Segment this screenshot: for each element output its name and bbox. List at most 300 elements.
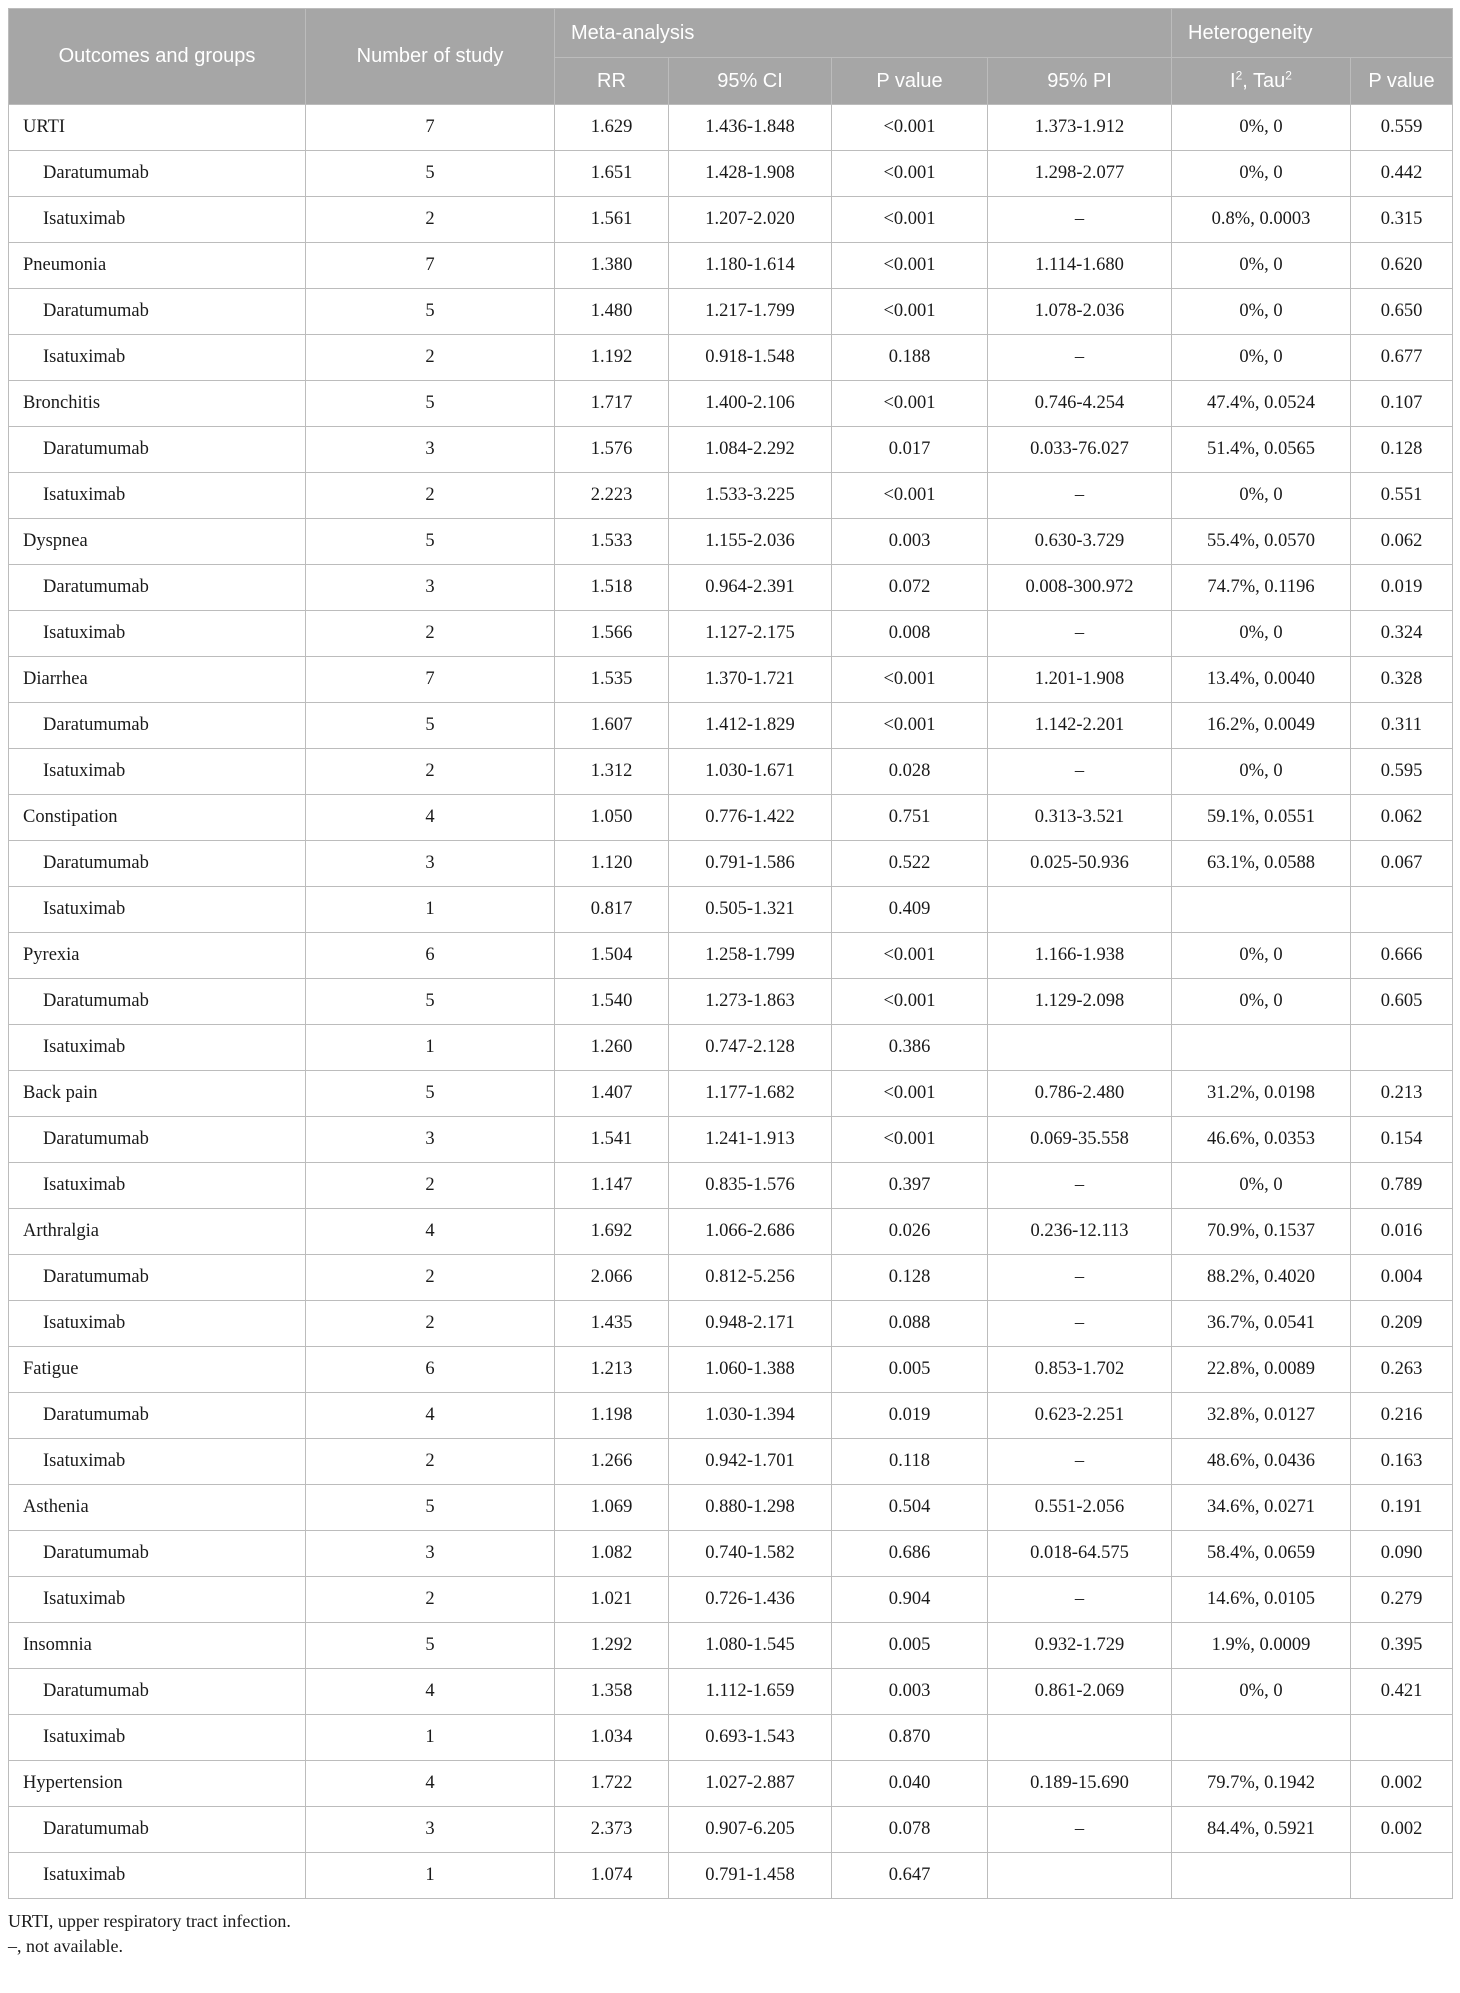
outcome-cell: Insomnia — [9, 1623, 306, 1669]
outcome-row — [9, 1485, 1453, 1531]
ci-cell: 1.533-3.225 — [669, 473, 832, 519]
rr-cell: 1.213 — [555, 1347, 669, 1393]
ci-cell: 0.880-1.298 — [669, 1485, 832, 1531]
i2-tau2-cell: 34.6%, 0.0271 — [1172, 1485, 1351, 1531]
i2-tau2-cell: 84.4%, 0.5921 — [1172, 1807, 1351, 1853]
outcome-row — [9, 1623, 1453, 1669]
pi-cell: – — [988, 1807, 1172, 1853]
p-value-cell: 0.040 — [832, 1761, 988, 1807]
outcome-cell: Pneumonia — [9, 243, 306, 289]
pi-cell: – — [988, 611, 1172, 657]
pi-cell: – — [988, 197, 1172, 243]
table-body — [9, 105, 1453, 1899]
het-p-value-cell: 0.216 — [1351, 1393, 1453, 1439]
het-p-value-cell: 0.421 — [1351, 1669, 1453, 1715]
results-table — [8, 8, 1453, 1899]
pi-cell: 1.142-2.201 — [988, 703, 1172, 749]
rr-cell: 1.629 — [555, 105, 669, 151]
ci-cell: 1.155-2.036 — [669, 519, 832, 565]
outcome-cell: Daratumumab — [9, 565, 306, 611]
pi-cell: 0.189-15.690 — [988, 1761, 1172, 1807]
i2-tau2-cell: 0%, 0 — [1172, 151, 1351, 197]
het-p-value-cell: 0.279 — [1351, 1577, 1453, 1623]
subgroup-row — [9, 151, 1453, 197]
rr-cell: 2.373 — [555, 1807, 669, 1853]
rr-cell: 1.034 — [555, 1715, 669, 1761]
i2-tau2-cell: 16.2%, 0.0049 — [1172, 703, 1351, 749]
number-of-study-cell: 6 — [306, 933, 555, 979]
pi-cell: – — [988, 1163, 1172, 1209]
i2-tau2-cell: 0%, 0 — [1172, 289, 1351, 335]
p-value-cell: <0.001 — [832, 151, 988, 197]
p-value-cell: 0.088 — [832, 1301, 988, 1347]
subgroup-row — [9, 1577, 1453, 1623]
outcome-cell: Isatuximab — [9, 887, 306, 933]
rr-cell: 1.722 — [555, 1761, 669, 1807]
p-value-cell: 0.188 — [832, 335, 988, 381]
pi-cell: 1.078-2.036 — [988, 289, 1172, 335]
outcome-row — [9, 795, 1453, 841]
het-p-value-cell: 0.311 — [1351, 703, 1453, 749]
ci-cell: 1.273-1.863 — [669, 979, 832, 1025]
p-value-cell: <0.001 — [832, 473, 988, 519]
outcome-row — [9, 381, 1453, 427]
het-p-value-cell: 0.620 — [1351, 243, 1453, 289]
number-of-study-cell: 5 — [306, 979, 555, 1025]
header-outcomes: Outcomes and groups — [9, 9, 306, 105]
i2-tau2-cell — [1172, 887, 1351, 933]
i2-tau2-cell: 13.4%, 0.0040 — [1172, 657, 1351, 703]
pi-cell: 0.623-2.251 — [988, 1393, 1172, 1439]
rr-cell: 1.566 — [555, 611, 669, 657]
i2-tau2-cell: 32.8%, 0.0127 — [1172, 1393, 1351, 1439]
het-p-value-cell — [1351, 1853, 1453, 1899]
number-of-study-cell: 5 — [306, 519, 555, 565]
header-heterogeneity: Heterogeneity — [1172, 9, 1453, 58]
pi-cell — [988, 1715, 1172, 1761]
outcome-cell: Bronchitis — [9, 381, 306, 427]
rr-cell: 1.717 — [555, 381, 669, 427]
het-p-value-cell: 0.163 — [1351, 1439, 1453, 1485]
header-rr: RR — [555, 58, 669, 105]
number-of-study-cell: 4 — [306, 1209, 555, 1255]
ci-cell: 1.428-1.908 — [669, 151, 832, 197]
subgroup-row — [9, 979, 1453, 1025]
i2-tau2-cell: 79.7%, 0.1942 — [1172, 1761, 1351, 1807]
rr-cell: 1.435 — [555, 1301, 669, 1347]
p-value-cell: <0.001 — [832, 979, 988, 1025]
pi-cell — [988, 887, 1172, 933]
p-value-cell: <0.001 — [832, 243, 988, 289]
het-p-value-cell: 0.666 — [1351, 933, 1453, 979]
i2-tau2-cell — [1172, 1715, 1351, 1761]
i2-tau2-cell: 51.4%, 0.0565 — [1172, 427, 1351, 473]
pi-cell: 1.114-1.680 — [988, 243, 1172, 289]
p-value-cell: 0.028 — [832, 749, 988, 795]
p-value-cell: 0.072 — [832, 565, 988, 611]
ci-cell: 1.060-1.388 — [669, 1347, 832, 1393]
pi-cell: – — [988, 1577, 1172, 1623]
outcome-cell: Daratumumab — [9, 151, 306, 197]
p-value-cell: 0.005 — [832, 1347, 988, 1393]
ci-cell: 0.505-1.321 — [669, 887, 832, 933]
footnote: –, not available. — [8, 1936, 123, 1956]
pi-cell: 0.786-2.480 — [988, 1071, 1172, 1117]
het-p-value-cell: 0.650 — [1351, 289, 1453, 335]
i2-tau2-cell: 63.1%, 0.0588 — [1172, 841, 1351, 887]
number-of-study-cell: 4 — [306, 1761, 555, 1807]
i2-tau2-cell: 0%, 0 — [1172, 749, 1351, 795]
i2-tau2-cell: 88.2%, 0.4020 — [1172, 1255, 1351, 1301]
ci-cell: 0.791-1.458 — [669, 1853, 832, 1899]
number-of-study-cell: 2 — [306, 473, 555, 519]
number-of-study-cell: 5 — [306, 1623, 555, 1669]
het-p-value-cell — [1351, 1025, 1453, 1071]
rr-cell: 1.082 — [555, 1531, 669, 1577]
p-value-cell: 0.647 — [832, 1853, 988, 1899]
p-value-cell: 0.003 — [832, 519, 988, 565]
rr-cell: 1.266 — [555, 1439, 669, 1485]
number-of-study-cell: 4 — [306, 795, 555, 841]
rr-cell: 1.541 — [555, 1117, 669, 1163]
het-p-value-cell: 0.328 — [1351, 657, 1453, 703]
p-value-cell: 0.504 — [832, 1485, 988, 1531]
het-p-value-cell: 0.019 — [1351, 565, 1453, 611]
subgroup-row — [9, 565, 1453, 611]
number-of-study-cell: 4 — [306, 1669, 555, 1715]
pi-cell: – — [988, 1301, 1172, 1347]
p-value-cell: 0.522 — [832, 841, 988, 887]
number-of-study-cell: 5 — [306, 289, 555, 335]
subgroup-row — [9, 473, 1453, 519]
outcome-cell: Isatuximab — [9, 611, 306, 657]
p-value-cell: 0.019 — [832, 1393, 988, 1439]
ci-cell: 0.791-1.586 — [669, 841, 832, 887]
ci-cell: 1.258-1.799 — [669, 933, 832, 979]
outcome-cell: Daratumumab — [9, 289, 306, 335]
p-value-cell: <0.001 — [832, 703, 988, 749]
pi-cell: 0.033-76.027 — [988, 427, 1172, 473]
i2-tau2-cell: 22.8%, 0.0089 — [1172, 1347, 1351, 1393]
number-of-study-cell: 2 — [306, 1255, 555, 1301]
ci-cell: 1.030-1.394 — [669, 1393, 832, 1439]
outcome-cell: Daratumumab — [9, 703, 306, 749]
pi-cell: 0.630-3.729 — [988, 519, 1172, 565]
rr-cell: 1.561 — [555, 197, 669, 243]
pi-cell: – — [988, 1439, 1172, 1485]
rr-cell: 1.312 — [555, 749, 669, 795]
outcome-row — [9, 519, 1453, 565]
pi-cell — [988, 1853, 1172, 1899]
outcome-cell: Hypertension — [9, 1761, 306, 1807]
het-p-value-cell: 0.209 — [1351, 1301, 1453, 1347]
number-of-study-cell: 1 — [306, 887, 555, 933]
het-p-value-cell: 0.789 — [1351, 1163, 1453, 1209]
p-value-cell: 0.409 — [832, 887, 988, 933]
p-value-cell: 0.078 — [832, 1807, 988, 1853]
p-value-cell: 0.128 — [832, 1255, 988, 1301]
p-value-cell: 0.005 — [832, 1623, 988, 1669]
i2-tau2-cell: 59.1%, 0.0551 — [1172, 795, 1351, 841]
pi-cell: 0.313-3.521 — [988, 795, 1172, 841]
outcome-cell: Daratumumab — [9, 1117, 306, 1163]
number-of-study-cell: 3 — [306, 1117, 555, 1163]
ci-cell: 1.080-1.545 — [669, 1623, 832, 1669]
outcome-cell: Daratumumab — [9, 427, 306, 473]
i2-tau2-cell: 0%, 0 — [1172, 611, 1351, 657]
footnote: URTI, upper respiratory tract infection. — [8, 1911, 291, 1931]
het-p-value-cell: 0.605 — [1351, 979, 1453, 1025]
ci-cell: 1.217-1.799 — [669, 289, 832, 335]
outcome-cell: Isatuximab — [9, 1025, 306, 1071]
pi-cell: 0.018-64.575 — [988, 1531, 1172, 1577]
rr-cell: 1.358 — [555, 1669, 669, 1715]
subgroup-row — [9, 703, 1453, 749]
i2-tau2-cell: 48.6%, 0.0436 — [1172, 1439, 1351, 1485]
number-of-study-cell: 7 — [306, 657, 555, 703]
number-of-study-cell: 5 — [306, 381, 555, 427]
het-p-value-cell: 0.067 — [1351, 841, 1453, 887]
i2-tau2-cell: 0%, 0 — [1172, 979, 1351, 1025]
number-of-study-cell: 5 — [306, 151, 555, 197]
het-p-value-cell: 0.559 — [1351, 105, 1453, 151]
p-value-cell: <0.001 — [832, 657, 988, 703]
ci-cell: 1.436-1.848 — [669, 105, 832, 151]
ci-cell: 1.084-2.292 — [669, 427, 832, 473]
i2-tau2-cell: 0%, 0 — [1172, 1669, 1351, 1715]
number-of-study-cell: 2 — [306, 1577, 555, 1623]
rr-cell: 1.533 — [555, 519, 669, 565]
number-of-study-cell: 3 — [306, 1531, 555, 1577]
number-of-study-cell: 1 — [306, 1025, 555, 1071]
ci-cell: 0.907-6.205 — [669, 1807, 832, 1853]
p-value-cell: <0.001 — [832, 105, 988, 151]
p-value-cell: 0.008 — [832, 611, 988, 657]
rr-cell: 2.223 — [555, 473, 669, 519]
outcome-cell: Daratumumab — [9, 979, 306, 1025]
outcome-cell: Isatuximab — [9, 1301, 306, 1347]
subgroup-row — [9, 887, 1453, 933]
pi-cell — [988, 1025, 1172, 1071]
number-of-study-cell: 3 — [306, 427, 555, 473]
header-i2-tau2: $I^2$, Tau$^2$ — [1172, 58, 1351, 105]
rr-cell: 1.540 — [555, 979, 669, 1025]
outcome-cell: Isatuximab — [9, 1577, 306, 1623]
het-p-value-cell — [1351, 887, 1453, 933]
pi-cell: 0.551-2.056 — [988, 1485, 1172, 1531]
outcome-cell: Arthralgia — [9, 1209, 306, 1255]
rr-cell: 1.407 — [555, 1071, 669, 1117]
subgroup-row — [9, 611, 1453, 657]
i2-tau2-cell: 0%, 0 — [1172, 243, 1351, 289]
outcome-cell: Isatuximab — [9, 473, 306, 519]
outcome-cell: Isatuximab — [9, 1163, 306, 1209]
outcome-cell: Daratumumab — [9, 1255, 306, 1301]
outcome-row — [9, 1347, 1453, 1393]
table-footnotes — [8, 1909, 1452, 1959]
ci-cell: 1.030-1.671 — [669, 749, 832, 795]
outcome-cell: Back pain — [9, 1071, 306, 1117]
outcome-cell: Dyspnea — [9, 519, 306, 565]
i2-tau2-cell: 0%, 0 — [1172, 473, 1351, 519]
subgroup-row — [9, 1025, 1453, 1071]
het-p-value-cell: 0.128 — [1351, 427, 1453, 473]
het-p-value-cell: 0.442 — [1351, 151, 1453, 197]
i2-tau2-cell: 70.9%, 0.1537 — [1172, 1209, 1351, 1255]
ci-cell: 1.112-1.659 — [669, 1669, 832, 1715]
number-of-study-cell: 2 — [306, 1301, 555, 1347]
p-value-cell: 0.017 — [832, 427, 988, 473]
outcome-cell: Asthenia — [9, 1485, 306, 1531]
ci-cell: 0.835-1.576 — [669, 1163, 832, 1209]
outcome-row — [9, 933, 1453, 979]
rr-cell: 1.260 — [555, 1025, 669, 1071]
het-p-value-cell: 0.090 — [1351, 1531, 1453, 1577]
subgroup-row — [9, 749, 1453, 795]
pi-cell: 0.008-300.972 — [988, 565, 1172, 611]
outcome-row — [9, 1209, 1453, 1255]
number-of-study-cell: 3 — [306, 1807, 555, 1853]
header-meta-analysis: Meta-analysis — [555, 9, 1172, 58]
ci-cell: 0.948-2.171 — [669, 1301, 832, 1347]
rr-cell: 1.518 — [555, 565, 669, 611]
p-value-cell: <0.001 — [832, 381, 988, 427]
pi-cell: – — [988, 1255, 1172, 1301]
subgroup-row — [9, 1163, 1453, 1209]
pi-cell: 0.069-35.558 — [988, 1117, 1172, 1163]
ci-cell: 0.918-1.548 — [669, 335, 832, 381]
outcome-row — [9, 1761, 1453, 1807]
p-value-cell: <0.001 — [832, 197, 988, 243]
rr-cell: 1.380 — [555, 243, 669, 289]
pi-cell: 1.166-1.938 — [988, 933, 1172, 979]
table-header — [9, 9, 1453, 105]
i2-tau2-cell: 0.8%, 0.0003 — [1172, 197, 1351, 243]
pi-cell: 1.201-1.908 — [988, 657, 1172, 703]
outcome-cell: Diarrhea — [9, 657, 306, 703]
header-het-p-value: P value — [1351, 58, 1453, 105]
rr-cell: 1.480 — [555, 289, 669, 335]
i2-tau2-cell: 14.6%, 0.0105 — [1172, 1577, 1351, 1623]
p-value-cell: 0.118 — [832, 1439, 988, 1485]
number-of-study-cell: 4 — [306, 1393, 555, 1439]
number-of-study-cell: 2 — [306, 1163, 555, 1209]
ci-cell: 0.776-1.422 — [669, 795, 832, 841]
het-p-value-cell: 0.191 — [1351, 1485, 1453, 1531]
het-p-value-cell: 0.677 — [1351, 335, 1453, 381]
number-of-study-cell: 5 — [306, 1485, 555, 1531]
outcome-cell: Daratumumab — [9, 1531, 306, 1577]
ci-cell: 1.027-2.887 — [669, 1761, 832, 1807]
i2-tau2-cell: 36.7%, 0.0541 — [1172, 1301, 1351, 1347]
subgroup-row — [9, 1255, 1453, 1301]
het-p-value-cell: 0.315 — [1351, 197, 1453, 243]
i2-tau2-cell: 0%, 0 — [1172, 105, 1351, 151]
rr-cell: 1.607 — [555, 703, 669, 749]
header-95-pi: 95% PI — [988, 58, 1172, 105]
het-p-value-cell: 0.263 — [1351, 1347, 1453, 1393]
number-of-study-cell: 5 — [306, 1071, 555, 1117]
outcome-cell: Isatuximab — [9, 1439, 306, 1485]
het-p-value-cell: 0.002 — [1351, 1807, 1453, 1853]
ci-cell: 0.964-2.391 — [669, 565, 832, 611]
rr-cell: 1.692 — [555, 1209, 669, 1255]
het-p-value-cell: 0.154 — [1351, 1117, 1453, 1163]
outcome-row — [9, 1071, 1453, 1117]
number-of-study-cell: 3 — [306, 841, 555, 887]
subgroup-row — [9, 1531, 1453, 1577]
i2-tau2-cell: 46.6%, 0.0353 — [1172, 1117, 1351, 1163]
subgroup-row — [9, 841, 1453, 887]
i2-tau2-cell: 0%, 0 — [1172, 1163, 1351, 1209]
rr-cell: 1.021 — [555, 1577, 669, 1623]
i2-tau2-cell: 55.4%, 0.0570 — [1172, 519, 1351, 565]
p-value-cell: <0.001 — [832, 1117, 988, 1163]
number-of-study-cell: 2 — [306, 335, 555, 381]
ci-cell: 1.370-1.721 — [669, 657, 832, 703]
pi-cell: – — [988, 335, 1172, 381]
ci-cell: 1.180-1.614 — [669, 243, 832, 289]
rr-cell: 1.069 — [555, 1485, 669, 1531]
number-of-study-cell: 1 — [306, 1853, 555, 1899]
ci-cell: 1.207-2.020 — [669, 197, 832, 243]
ci-cell: 0.747-2.128 — [669, 1025, 832, 1071]
het-p-value-cell: 0.395 — [1351, 1623, 1453, 1669]
subgroup-row — [9, 1807, 1453, 1853]
i2-tau2-cell: 0%, 0 — [1172, 335, 1351, 381]
outcome-cell: Fatigue — [9, 1347, 306, 1393]
pi-cell: 1.373-1.912 — [988, 105, 1172, 151]
number-of-study-cell: 2 — [306, 197, 555, 243]
subgroup-row — [9, 1301, 1453, 1347]
i2-tau2-cell: 31.2%, 0.0198 — [1172, 1071, 1351, 1117]
outcome-cell: Daratumumab — [9, 1393, 306, 1439]
rr-cell: 1.120 — [555, 841, 669, 887]
p-value-cell: 0.904 — [832, 1577, 988, 1623]
number-of-study-cell: 2 — [306, 749, 555, 795]
i2-tau2-cell: 1.9%, 0.0009 — [1172, 1623, 1351, 1669]
subgroup-row — [9, 289, 1453, 335]
p-value-cell: <0.001 — [832, 289, 988, 335]
rr-cell: 1.198 — [555, 1393, 669, 1439]
i2-tau2-cell: 0%, 0 — [1172, 933, 1351, 979]
rr-cell: 1.576 — [555, 427, 669, 473]
rr-cell: 1.050 — [555, 795, 669, 841]
rr-cell: 2.066 — [555, 1255, 669, 1301]
het-p-value-cell: 0.551 — [1351, 473, 1453, 519]
het-p-value-cell — [1351, 1715, 1453, 1761]
ci-cell: 0.812-5.256 — [669, 1255, 832, 1301]
number-of-study-cell: 7 — [306, 105, 555, 151]
ci-cell: 1.400-2.106 — [669, 381, 832, 427]
pi-cell: 0.853-1.702 — [988, 1347, 1172, 1393]
table-container — [8, 8, 1452, 1959]
het-p-value-cell: 0.213 — [1351, 1071, 1453, 1117]
number-of-study-cell: 2 — [306, 611, 555, 657]
outcome-cell: Isatuximab — [9, 197, 306, 243]
outcome-cell: Constipation — [9, 795, 306, 841]
outcome-cell: Isatuximab — [9, 749, 306, 795]
number-of-study-cell: 1 — [306, 1715, 555, 1761]
p-value-cell: 0.686 — [832, 1531, 988, 1577]
rr-cell: 1.192 — [555, 335, 669, 381]
outcome-cell: URTI — [9, 105, 306, 151]
pi-cell: 1.298-2.077 — [988, 151, 1172, 197]
subgroup-row — [9, 335, 1453, 381]
subgroup-row — [9, 427, 1453, 473]
ci-cell: 1.177-1.682 — [669, 1071, 832, 1117]
header-p-value: P value — [832, 58, 988, 105]
